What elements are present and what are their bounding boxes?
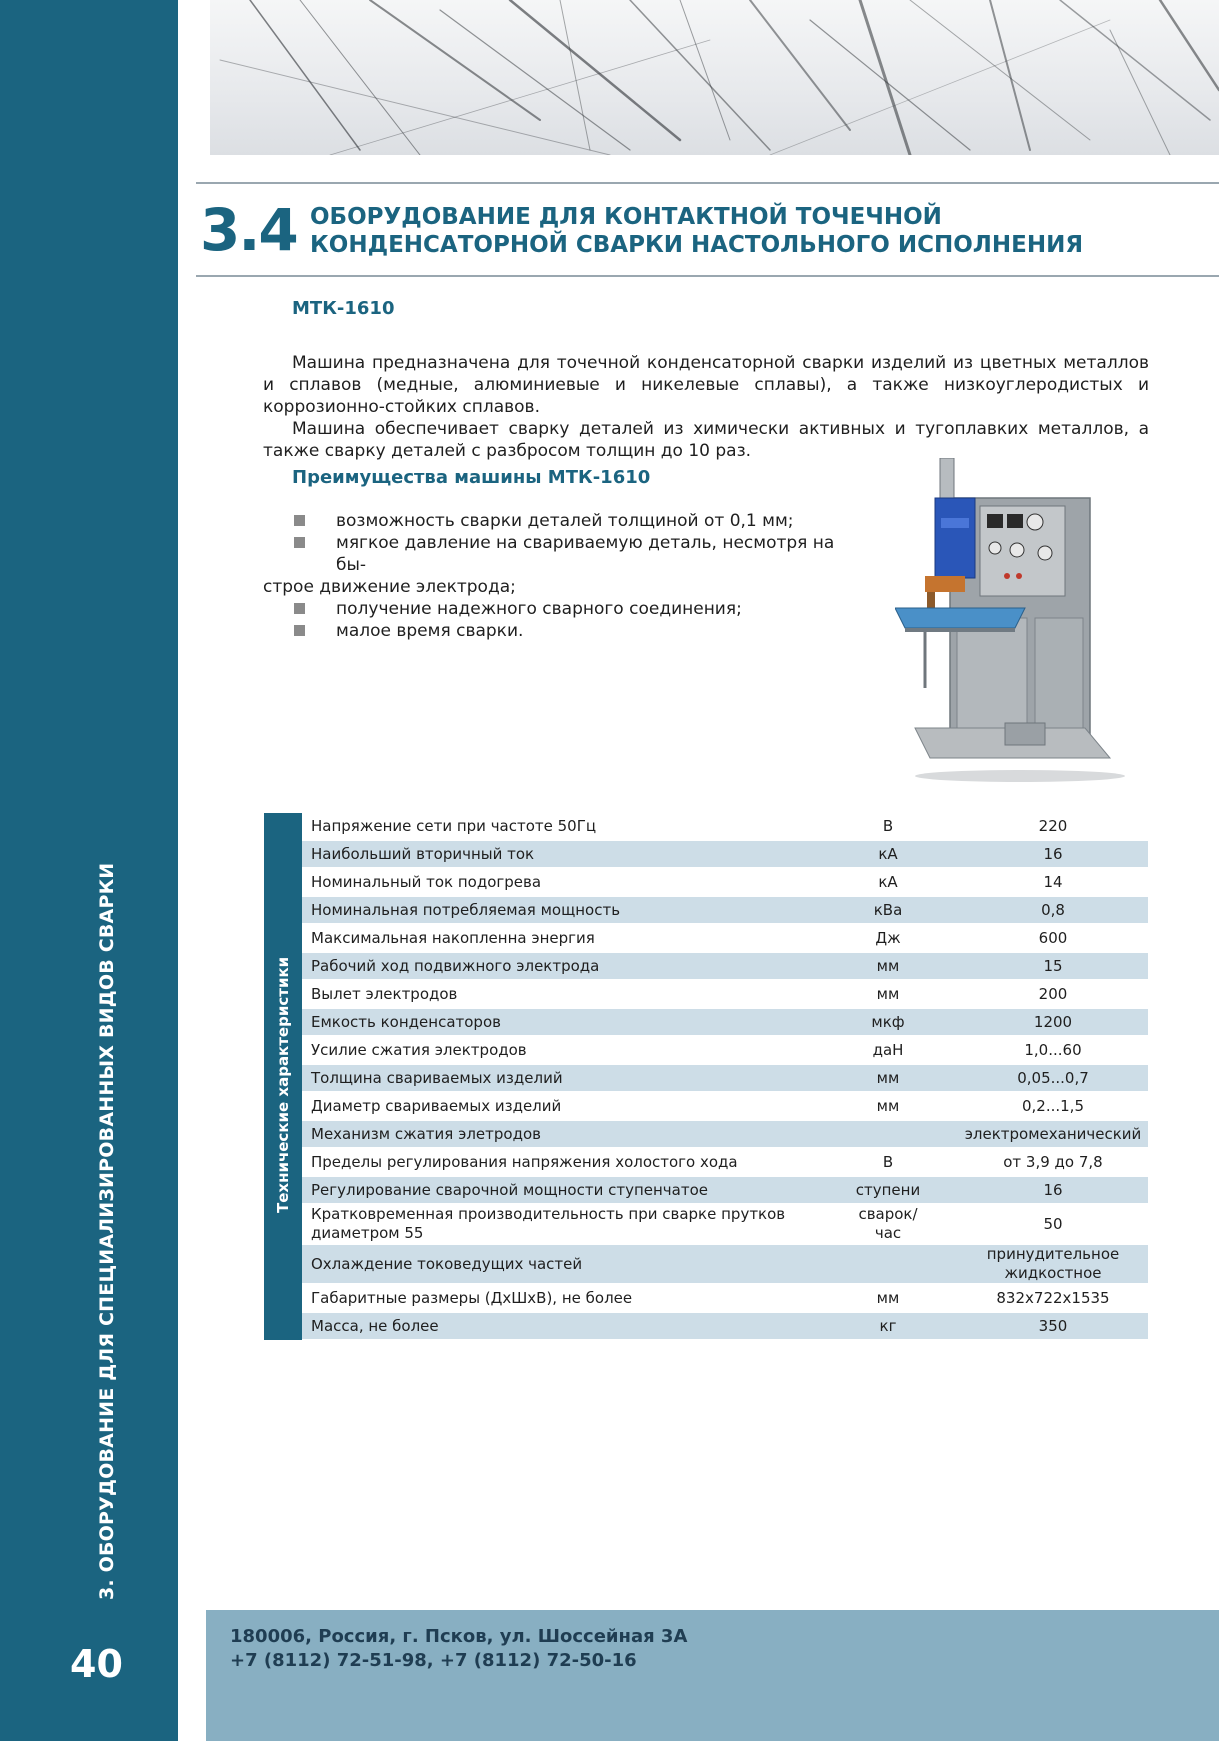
title-rule-top — [196, 182, 1219, 184]
spec-unit: мм — [818, 1064, 958, 1092]
spec-name: Пределы регулирования напряжения холостого хода — [302, 1148, 818, 1176]
table-row — [264, 896, 1148, 924]
table-row — [264, 1284, 1148, 1312]
table-row — [264, 1036, 1148, 1064]
spec-name: Рабочий ход подвижного электрода — [302, 952, 818, 980]
section-title-line-1: ОБОРУДОВАНИЕ ДЛЯ КОНТАКТНОЙ ТОЧЕЧНОЙ — [310, 204, 942, 230]
specs-table — [264, 813, 1148, 1341]
footer-phones: +7 (8112) 72-51-98, +7 (8112) 72-50-16 — [230, 1650, 637, 1671]
spec-name: Наибольший вторичный ток — [302, 840, 818, 868]
description-paragraph: Машина обеспечивает сварку деталей из химически активных и тугоплавких металлов, а также сварку деталей с разбросом толщин до 10 раз. — [263, 419, 1149, 461]
spec-value: 200 — [958, 980, 1148, 1008]
spec-unit: даН — [818, 1036, 958, 1064]
spec-value: 50 — [958, 1204, 1148, 1244]
spec-value: 1,0...60 — [958, 1036, 1148, 1064]
spec-name: Масса, не более — [302, 1312, 818, 1340]
spec-value: 350 — [958, 1312, 1148, 1340]
spec-value: 1200 — [958, 1008, 1148, 1036]
spec-value: принудительное жидкостное — [958, 1244, 1148, 1284]
spec-name: Охлаждение токоведущих частей — [302, 1244, 818, 1284]
spec-value: 832х722х1535 — [958, 1284, 1148, 1312]
spec-value: от 3,9 до 7,8 — [958, 1148, 1148, 1176]
spec-unit: Дж — [818, 924, 958, 952]
section-number: 3.4 — [200, 196, 297, 264]
bullet-square-icon — [294, 625, 305, 636]
spec-name: Номинальный ток подогрева — [302, 868, 818, 896]
description-paragraph: Машина предназначена для точечной конденсаторной сварки изделий из цветных металлов и сплавов (медные, алюминиевые и никелевые сплавы), а также низкоуглеродистых и коррозионно-стойких сплавов. — [263, 353, 1149, 417]
bullet-square-icon — [294, 515, 305, 526]
spec-unit: мм — [818, 1092, 958, 1120]
spec-value: электромеханический — [958, 1120, 1148, 1148]
table-row — [264, 840, 1148, 868]
spec-unit: мм — [818, 952, 958, 980]
spec-unit: кВа — [818, 896, 958, 924]
spec-name: Усилие сжатия электродов — [302, 1036, 818, 1064]
table-row — [264, 1092, 1148, 1120]
chapter-vertical-title: 3. ОБОРУДОВАНИЕ ДЛЯ СПЕЦИАЛИЗИРОВАННЫХ ВИДОВ СВАРКИ — [96, 862, 118, 1600]
spec-value: 0,8 — [958, 896, 1148, 924]
spec-name: Диаметр свариваемых изделий — [302, 1092, 818, 1120]
footer — [206, 1610, 1219, 1741]
table-row — [264, 1064, 1148, 1092]
table-row — [264, 1008, 1148, 1036]
spec-name: Регулирование сварочной мощности ступенчатое — [302, 1176, 818, 1204]
spec-name: Габаритные размеры (ДхШхВ), не более — [302, 1284, 818, 1312]
table-row — [264, 868, 1148, 896]
page-number: 40 — [70, 1642, 123, 1686]
footer-address: 180006, Россия, г. Псков, ул. Шоссейная 3А — [230, 1626, 688, 1647]
spec-value: 16 — [958, 1176, 1148, 1204]
spec-name: Номинальная потребляемая мощность — [302, 896, 818, 924]
model-heading: МТК-1610 — [292, 298, 395, 319]
spec-value: 0,05...0,7 — [958, 1064, 1148, 1092]
bullet-square-icon — [294, 603, 305, 614]
spec-name: Емкость конденсаторов — [302, 1008, 818, 1036]
spec-unit: В — [818, 813, 958, 840]
list-item: мягкое давление на свариваемую деталь, несмотря на бы- строе движение электрода; — [263, 533, 835, 597]
spec-unit: В — [818, 1148, 958, 1176]
section-title-line-2: КОНДЕНСАТОРНОЙ СВАРКИ НАСТОЛЬНОГО ИСПОЛНЕНИЯ — [310, 232, 1084, 258]
spec-name: Напряжение сети при частоте 50Гц — [302, 813, 818, 840]
spec-unit — [818, 1244, 958, 1284]
table-row — [264, 1204, 1148, 1244]
advantages-list — [263, 510, 853, 642]
spec-value: 14 — [958, 868, 1148, 896]
spec-value: 0,2...1,5 — [958, 1092, 1148, 1120]
decorative-streaks — [210, 0, 1219, 155]
table-row — [264, 952, 1148, 980]
spec-value: 600 — [958, 924, 1148, 952]
table-row — [264, 1244, 1148, 1284]
spec-name: Кратковременная производительность при сварке прутков диаметром 55 — [302, 1204, 818, 1244]
welding-machine-image — [895, 458, 1130, 783]
spec-unit: ступени — [818, 1176, 958, 1204]
section-title — [310, 203, 1190, 259]
table-row — [264, 980, 1148, 1008]
spec-unit: кА — [818, 840, 958, 868]
spec-name: Максимальная накопленна энергия — [302, 924, 818, 952]
table-row — [264, 924, 1148, 952]
table-row — [264, 1312, 1148, 1340]
bullet-square-icon — [294, 537, 305, 548]
spec-unit — [818, 1120, 958, 1148]
spec-name: Механизм сжатия элетродов — [302, 1120, 818, 1148]
table-row — [264, 813, 1148, 840]
advantages-title: Преимущества машины МТК-1610 — [292, 467, 651, 488]
list-item: малое время сварки. — [263, 620, 853, 642]
spec-unit: кА — [818, 868, 958, 896]
specs-side-label — [264, 813, 302, 1340]
table-row — [264, 1176, 1148, 1204]
table-row — [264, 1120, 1148, 1148]
specs-label: Технические характеристики — [274, 956, 292, 1213]
header-banner-image — [210, 0, 1219, 155]
spec-value: 16 — [958, 840, 1148, 868]
list-item: получение надежного сварного соединения; — [263, 598, 853, 620]
spec-unit: сварок/ час — [818, 1204, 958, 1244]
list-item: возможность сварки деталей толщиной от 0,1 мм; — [263, 510, 853, 532]
title-rule-bottom — [196, 275, 1219, 277]
description — [263, 352, 1149, 462]
spec-value: 220 — [958, 813, 1148, 840]
spec-value: 15 — [958, 952, 1148, 980]
spec-unit: кг — [818, 1312, 958, 1340]
table-row — [264, 1148, 1148, 1176]
spec-unit: мм — [818, 1284, 958, 1312]
spec-unit: мкф — [818, 1008, 958, 1036]
spec-name: Вылет электродов — [302, 980, 818, 1008]
spec-name: Толщина свариваемых изделий — [302, 1064, 818, 1092]
spec-unit: мм — [818, 980, 958, 1008]
left-sidebar — [0, 0, 178, 1741]
